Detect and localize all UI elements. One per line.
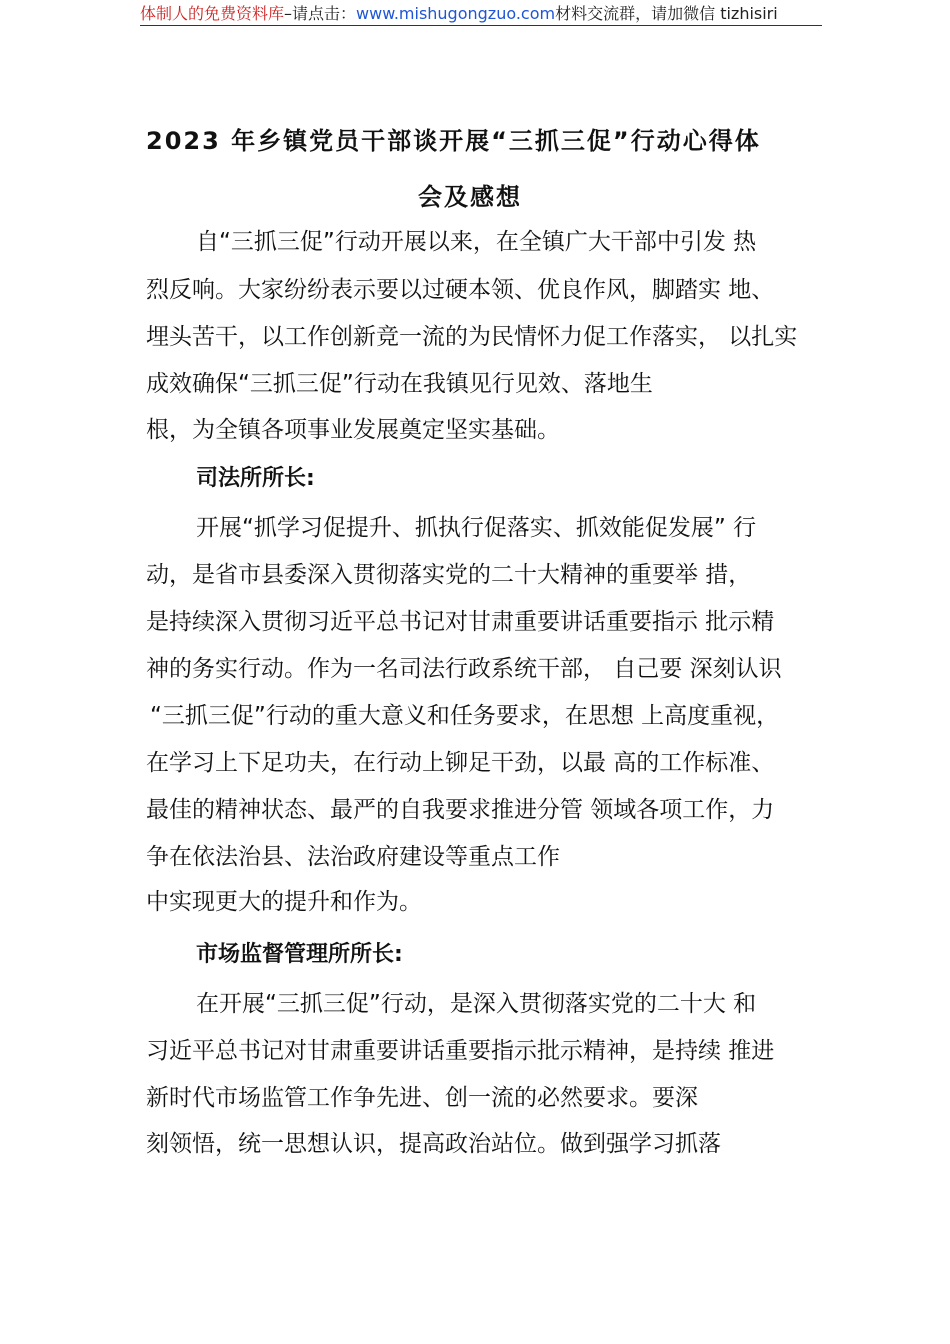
section2-line-4: 刻领悟，统一思想认识，提高政治站位。做到强学习抓落	[146, 1131, 721, 1157]
section1-line-9: 中实现更大的提升和作为。	[146, 889, 422, 915]
intro-line-3: 埋头苦干，以工作创新竞一流的为民情怀力促工作落实， 以扎实	[146, 324, 798, 350]
header-url-link[interactable]: www.mishugongzuo.com	[356, 4, 556, 23]
section1-line-5: “三抓三促”行动的重大意义和任务要求，在思想 上高度重视，	[150, 703, 780, 729]
intro-line-1: 自“三抓三促”行动开展以来，在全镇广大干部中引发 热	[196, 229, 757, 255]
document-title-line-2: 会及感想	[418, 183, 522, 211]
section2-line-3: 新时代市场监管工作争先进、创一流的必然要求。要深	[146, 1085, 698, 1111]
intro-line-2: 烈反响。大家纷纷表示要以过硬本领、优良作风，脚踏实 地、	[146, 277, 775, 303]
section1-line-6: 在学习上下足功夫，在行动上铆足干劲，以最 高的工作标准、	[146, 750, 775, 776]
section1-line-4: 神的务实行动。作为一名司法行政系统干部， 自己要 深刻认识	[146, 656, 782, 682]
section1-line-7: 最佳的精神状态、最严的自我要求推进分管 领域各项工作，力	[146, 797, 775, 823]
header-contact-text: 材料交流群，请加微信 tizhisiri	[555, 4, 778, 23]
section2-line-2: 习近平总书记对甘肃重要讲话重要指示批示精神，是持续 推进	[146, 1038, 775, 1064]
header-separator-text: –请点击：	[284, 4, 357, 23]
section1-line-2: 动，是省市县委深入贯彻落实党的二十大精神的重要举 措，	[146, 562, 752, 588]
section1-line-3: 是持续深入贯彻习近平总书记对甘肃重要讲话重要指示 批示精	[146, 609, 775, 635]
site-header-banner	[140, 3, 820, 25]
section-heading-market: 市场监督管理所所长:	[196, 942, 403, 967]
section2-line-1: 在开展“三抓三促”行动，是深入贯彻落实党的二十大 和	[196, 991, 757, 1017]
section-heading-judicial: 司法所所长:	[196, 466, 315, 491]
intro-line-5: 根，为全镇各项事业发展奠定坚实基础。	[146, 417, 560, 443]
header-divider	[140, 25, 822, 26]
intro-line-4: 成效确保“三抓三促”行动在我镇见行见效、落地生	[146, 371, 653, 397]
document-title-line-1: 2023 年乡镇党员干部谈开展“三抓三促”行动心得体	[146, 127, 761, 155]
header-brand-link[interactable]: 体制人的免费资料库	[140, 4, 285, 23]
section1-line-8: 争在依法治县、法治政府建设等重点工作	[146, 844, 560, 870]
section1-line-1: 开展“抓学习促提升、抓执行促落实、抓效能促发展” 行	[196, 515, 757, 541]
